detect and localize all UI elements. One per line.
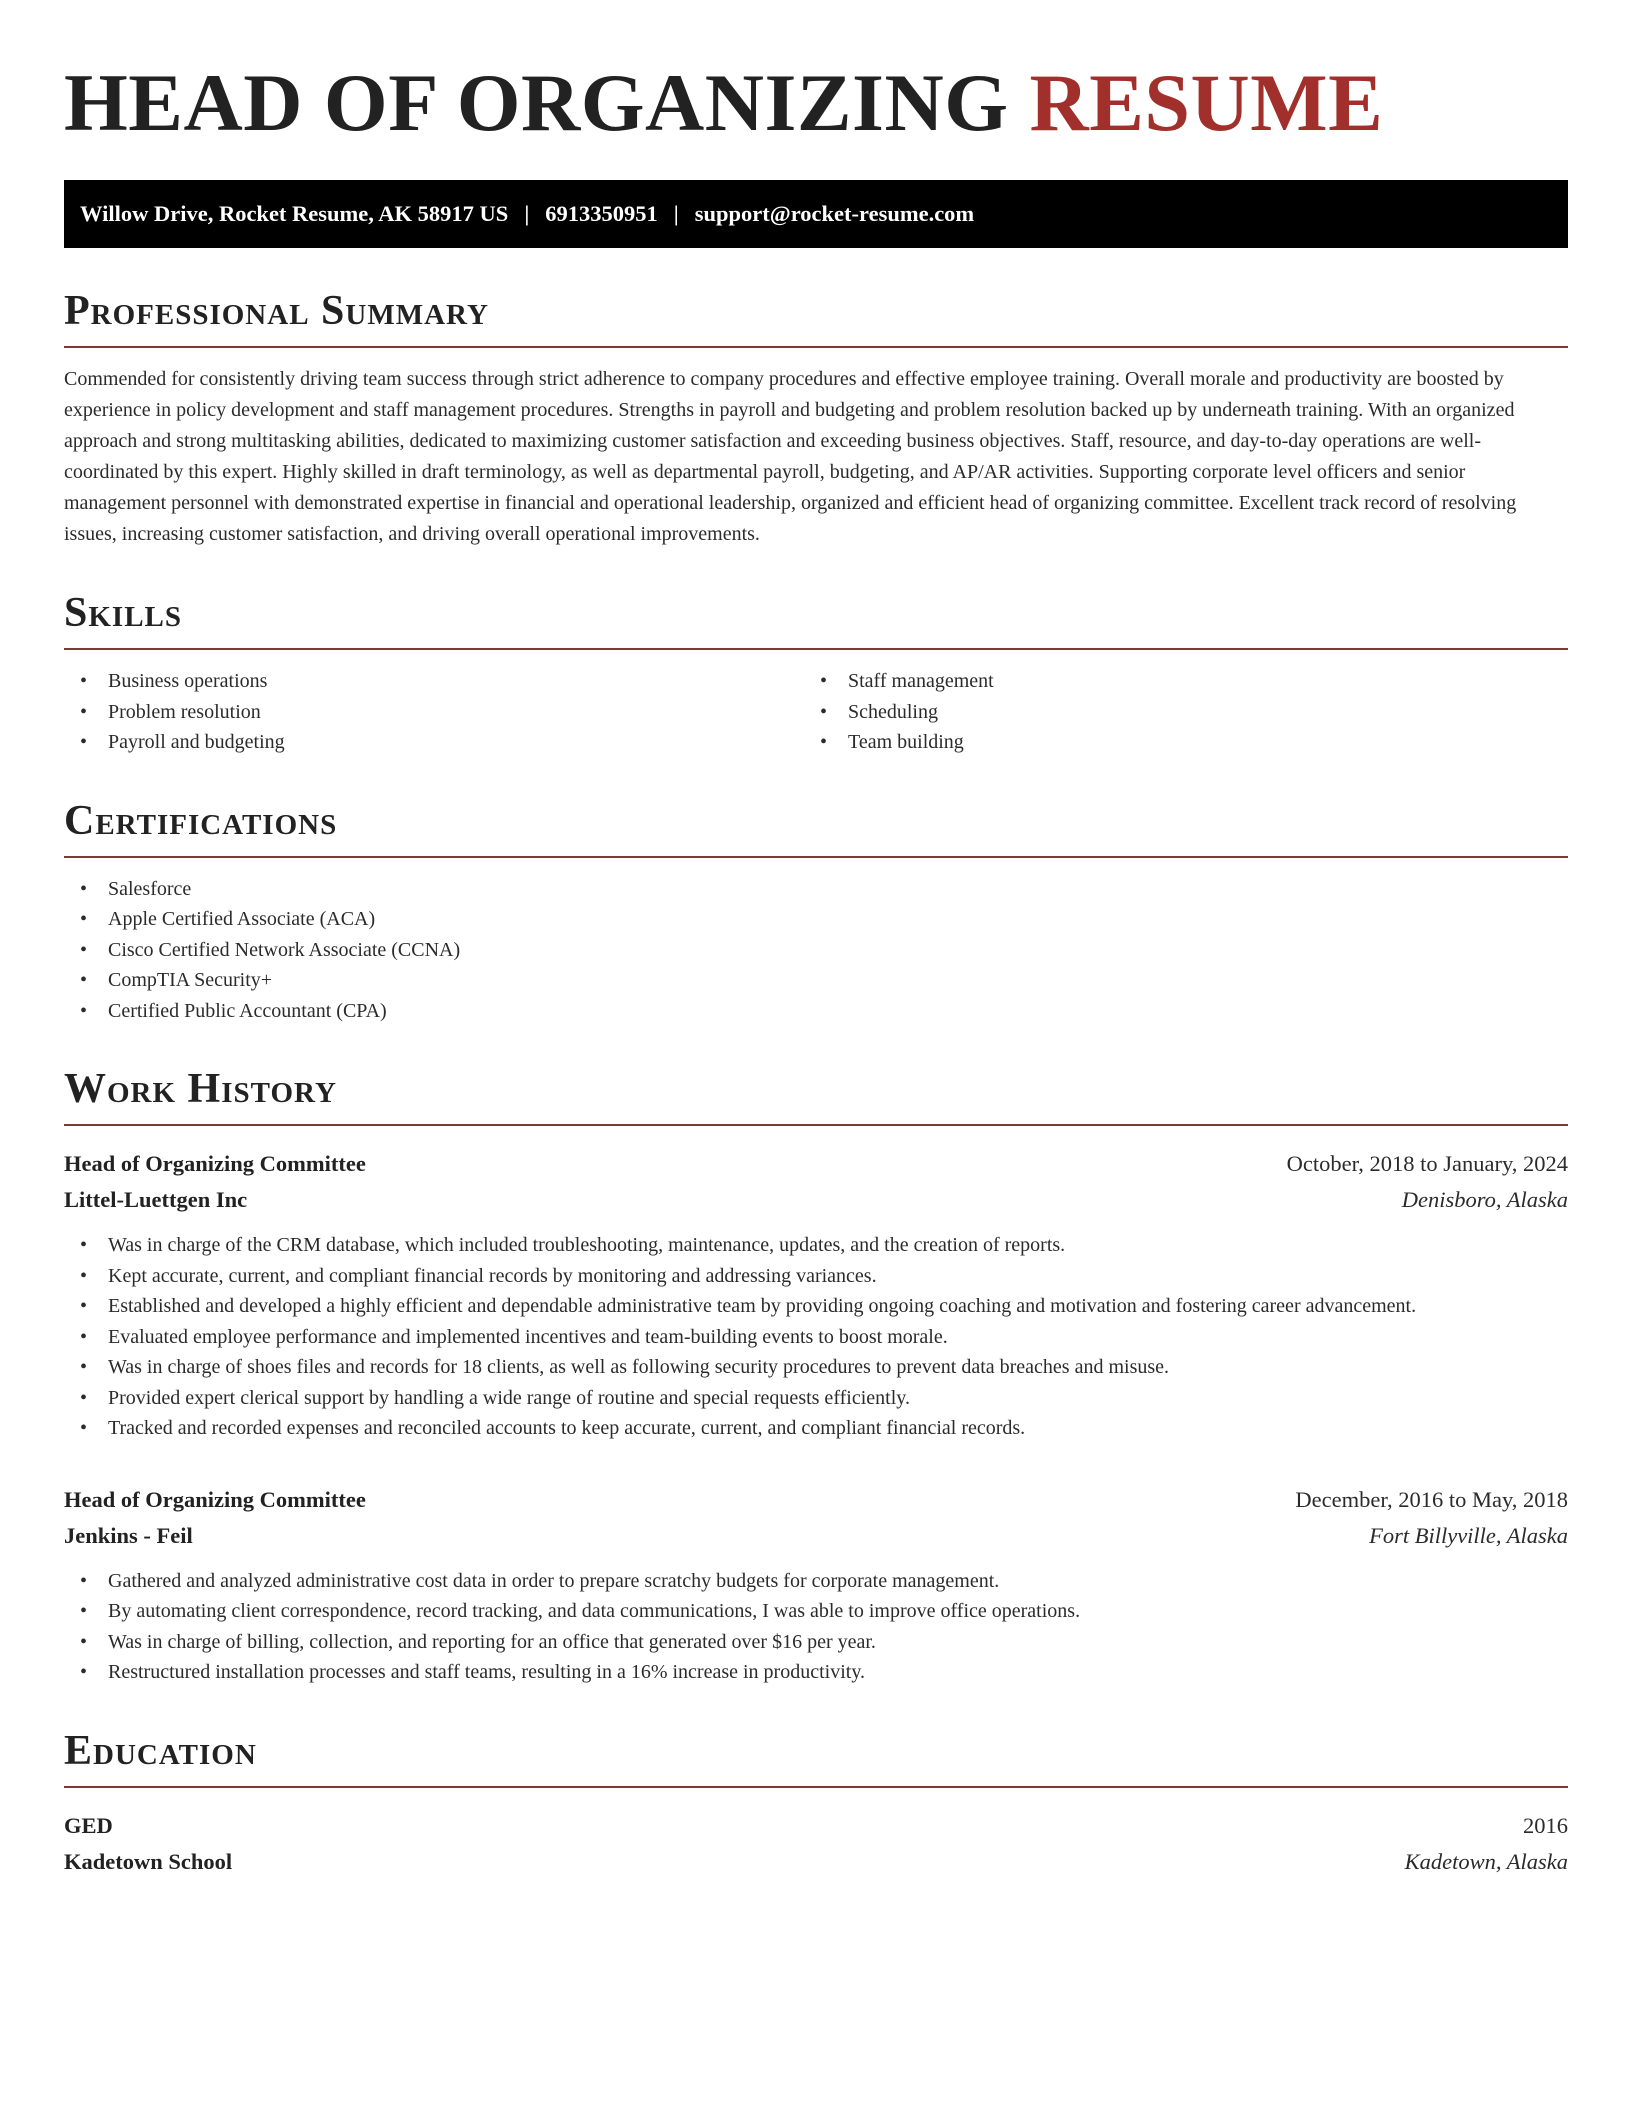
contact-bar xyxy=(64,180,1568,248)
list-item: • Problem resolution xyxy=(64,697,804,728)
job-entry xyxy=(64,1146,1568,1444)
list-item: • Was in charge of the CRM database, which included troubleshooting, maintenance, updates, and the creation of reports. xyxy=(64,1230,1568,1261)
work-history-section xyxy=(64,1068,1568,1688)
list-item: • Team building xyxy=(804,727,1544,758)
list-item: • By automating client correspondence, record tracking, and data communications, I was able to improve office operations. xyxy=(64,1596,1568,1627)
list-item: • Gathered and analyzed administrative cost data in order to prepare scratchy budgets for corporate management. xyxy=(64,1566,1568,1597)
education-school: Kadetown School xyxy=(64,1848,233,1874)
education-location: Kadetown, Alaska xyxy=(1404,1848,1568,1874)
job-bullets xyxy=(64,1566,1568,1688)
skills-column-right xyxy=(804,666,1544,758)
education-section xyxy=(64,1727,1568,1880)
contact-email[interactable]: support@rocket-resume.com xyxy=(694,201,975,226)
job-company: Littel-Luettgen Inc xyxy=(64,1187,248,1212)
skills-columns xyxy=(64,666,1568,758)
job-location: Fort Billyville, Alaska xyxy=(1369,1522,1568,1548)
list-item: • CompTIA Security+ xyxy=(64,965,1568,996)
resume-title xyxy=(64,57,1568,148)
list-item: • Established and developed a highly efficient and dependable administrative team by providing ongoing coaching and motivation and fostering career advancement. xyxy=(64,1291,1568,1322)
job-title: Head of Organizing Committee xyxy=(64,1151,366,1176)
skills-section xyxy=(64,592,1568,758)
contact-separator: | xyxy=(524,201,530,226)
job-company-row xyxy=(64,1182,1568,1218)
education-year: 2016 xyxy=(1523,1812,1568,1838)
list-item: • Restructured installation processes and staff teams, resulting in a 16% increase in productivity. xyxy=(64,1657,1568,1688)
title-main: HEAD OF ORGANIZING xyxy=(64,57,1009,148)
job-dates: December, 2016 to May, 2018 xyxy=(1295,1486,1568,1512)
list-item: • Apple Certified Associate (ACA) xyxy=(64,904,1568,935)
section-heading: Skills xyxy=(64,592,1568,650)
list-item: • Certified Public Accountant (CPA) xyxy=(64,996,1568,1027)
list-item: • Business operations xyxy=(64,666,804,697)
list-item: • Staff management xyxy=(804,666,1544,697)
list-item: • Provided expert clerical support by handling a wide range of routine and special requests efficiently. xyxy=(64,1383,1568,1414)
education-entry xyxy=(64,1808,1568,1880)
list-item: • Salesforce xyxy=(64,874,1568,905)
job-dates: October, 2018 to January, 2024 xyxy=(1286,1151,1568,1176)
skills-column-left xyxy=(64,666,804,758)
list-item: • Was in charge of billing, collection, and reporting for an office that generated over $16 per year. xyxy=(64,1627,1568,1658)
job-header-row xyxy=(64,1482,1568,1518)
contact-address: Willow Drive, Rocket Resume, AK 58917 US xyxy=(80,201,509,226)
list-item: • Evaluated employee performance and implemented incentives and team-building events to boost morale. xyxy=(64,1322,1568,1353)
education-degree-row xyxy=(64,1808,1568,1844)
education-degree: GED xyxy=(64,1812,113,1838)
list-item: • Kept accurate, current, and compliant financial records by monitoring and addressing variances. xyxy=(64,1261,1568,1292)
job-company-row xyxy=(64,1518,1568,1554)
job-company: Jenkins - Feil xyxy=(64,1522,193,1548)
contact-phone[interactable]: 6913350951 xyxy=(545,201,658,226)
section-heading: Education xyxy=(64,1730,1568,1788)
title-accent: RESUME xyxy=(1029,57,1384,148)
section-heading: Professional Summary xyxy=(64,290,1568,348)
job-entry xyxy=(64,1482,1568,1688)
certifications-list xyxy=(64,874,1568,1027)
education-school-row xyxy=(64,1844,1568,1880)
list-item: • Cisco Certified Network Associate (CCNA) xyxy=(64,935,1568,966)
summary-section xyxy=(64,290,1568,550)
job-title: Head of Organizing Committee xyxy=(64,1486,366,1512)
list-item: • Scheduling xyxy=(804,697,1544,728)
certifications-section xyxy=(64,797,1568,1027)
list-item: • Payroll and budgeting xyxy=(64,727,804,758)
job-header-row xyxy=(64,1146,1568,1182)
job-location: Denisboro, Alaska xyxy=(1401,1187,1568,1212)
section-heading: Certifications xyxy=(64,800,1568,858)
job-bullets xyxy=(64,1230,1568,1444)
summary-text: Commended for consistently driving team success through strict adherence to company procedures and effective employee training. Overall morale and productivity are boosted by experience in policy development and staff management procedures. Strengths in payroll and budgeting and problem resolution backed up by underneath training. With an organized approach and strong multitasking abilities, dedicated to maximizing customer satisfaction and exceeding business objectives. Staff, resource, and day-to-day operations are well-coordinated by this expert. Highly skilled in draft terminology, as well as departmental payroll, budgeting, and AP/AR activities. Supporting corporate level officers and senior management personnel with demonstrated expertise in financial and operational leadership, organized and efficient head of organizing committee. Excellent track record of resolving issues, increasing customer satisfaction, and driving overall operational improvements. xyxy=(64,368,1517,545)
list-item: • Tracked and recorded expenses and reconciled accounts to keep accurate, current, and compliant financial records. xyxy=(64,1413,1568,1444)
contact-separator: | xyxy=(673,201,679,226)
section-heading: Work History xyxy=(64,1068,1568,1126)
list-item: • Was in charge of shoes files and records for 18 clients, as well as following security procedures to prevent data breaches and misuse. xyxy=(64,1352,1568,1383)
